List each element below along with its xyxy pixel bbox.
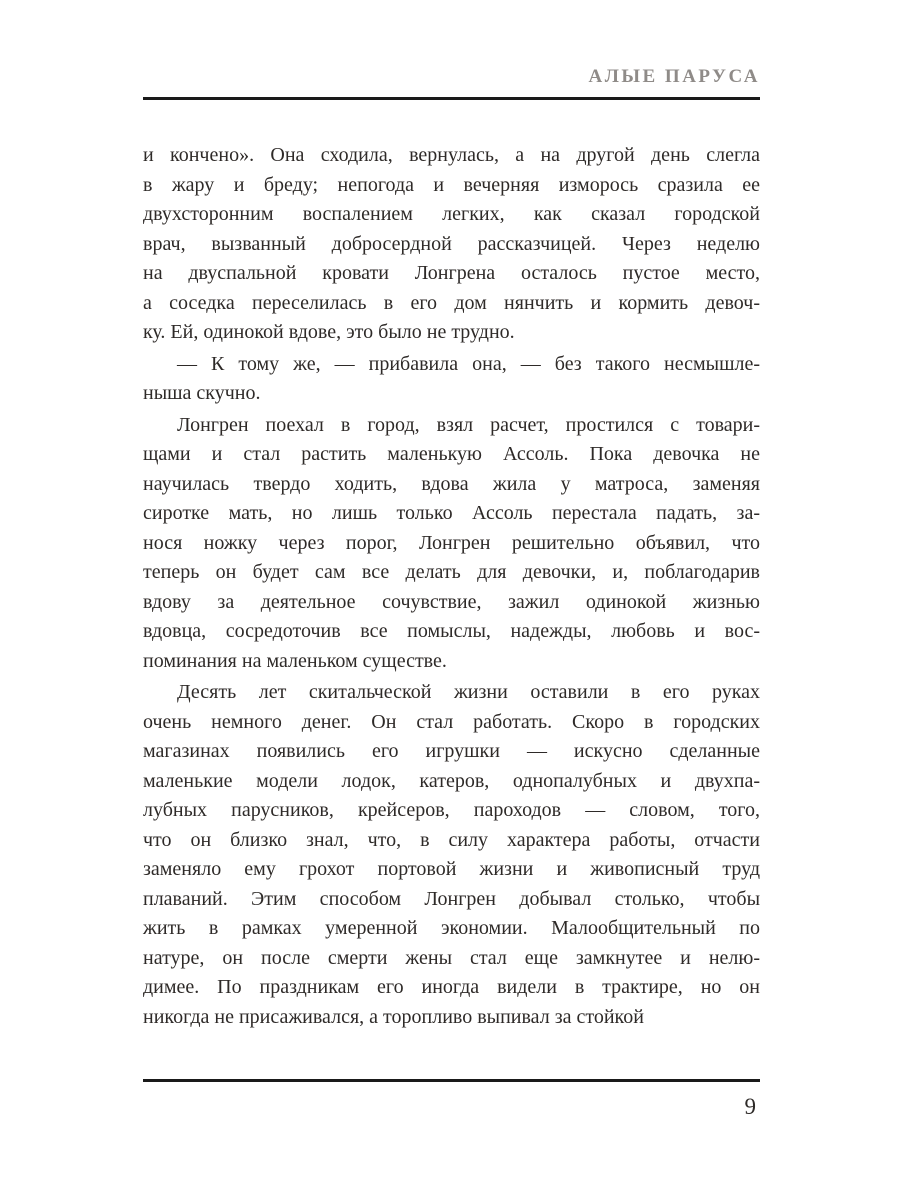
- paragraph: [143, 678, 760, 1032]
- text-line: теперь он будет сам все делать для девочки, и, поблагодарив: [143, 561, 760, 583]
- text-line: жить в рамках умеренной экономии. Малообщительный по: [143, 917, 760, 939]
- text-line: Лонгрен поехал в город, взял расчет, простился с товари-: [177, 413, 760, 436]
- text-line: щами и стал растить маленькую Ассоль. Пока девочка не: [143, 443, 760, 465]
- text-line: лубных парусников, крейсеров, пароходов — словом, того,: [143, 799, 760, 821]
- text-line: сиротке мать, но лишь только Ассоль перестала падать, за-: [143, 502, 760, 524]
- text-line: что он близко знал, что, в силу характера работы, отчасти: [143, 828, 760, 851]
- text-line: врач, вызванный добросердной рассказчицей. Через неделю: [143, 232, 760, 255]
- text-line: Десять лет скитальческой жизни оставили в его руках: [177, 681, 760, 703]
- text-line: — К тому же, — прибавила она, — без такого несмышле-: [177, 352, 760, 375]
- text-line: вдовца, сосредоточив все помыслы, надежды, любовь и вос-: [143, 620, 760, 642]
- running-header-title: АЛЫЕ ПАРУСА: [588, 66, 760, 87]
- text-line: в жару и бреду; непогода и вечерняя изморось сразила ее: [143, 173, 760, 196]
- text-line: натуре, он после смерти жены стал еще замкнутее и нелю-: [143, 946, 760, 969]
- header-rule: [143, 97, 760, 100]
- page-body: [143, 141, 760, 1032]
- text-line: никогда не присаживался, а торопливо выпивал за стойкой: [143, 1005, 644, 1028]
- paragraph: [143, 411, 760, 677]
- text-line: и кончено». Она сходила, вернулась, а на другой день слегла: [143, 144, 760, 166]
- text-line: очень немного денег. Он стал работать. Скоро в городских: [143, 710, 760, 733]
- text-line: заменяло ему грохот портовой жизни и живописный труд: [143, 858, 760, 880]
- text-line: димее. По праздникам его иногда видели в трактире, но он: [143, 976, 760, 998]
- text-line: маленькие модели лодок, катеров, однопалубных и двухпа-: [143, 769, 760, 792]
- footer-rule: [143, 1079, 760, 1082]
- text-line: магазинах появились его игрушки — искусно сделанные: [143, 740, 760, 762]
- page-number: 9: [744, 1094, 756, 1119]
- paragraph: [143, 350, 760, 409]
- text-line: ныша скучно.: [143, 382, 261, 404]
- text-line: плаваний. Этим способом Лонгрен добывал столько, чтобы: [143, 887, 760, 910]
- text-line: ку. Ей, одинокой вдове, это было не трудно.: [143, 321, 515, 343]
- text-line: поминания на маленьком существе.: [143, 649, 447, 672]
- text-line: нося ножку через порог, Лонгрен решительно объявил, что: [143, 531, 760, 554]
- text-line: а соседка переселилась в его дом нянчить и кормить девоч-: [143, 291, 760, 314]
- paragraph: [143, 141, 760, 348]
- text-line: двухсторонним воспалением легких, как сказал городской: [143, 203, 760, 225]
- text-line: вдову за деятельное сочувствие, зажил одинокой жизнью: [143, 590, 760, 613]
- text-line: на двуспальной кровати Лонгрена осталось пустое место,: [143, 262, 760, 284]
- text-line: научилась твердо ходить, вдова жила у матроса, заменяя: [143, 472, 760, 495]
